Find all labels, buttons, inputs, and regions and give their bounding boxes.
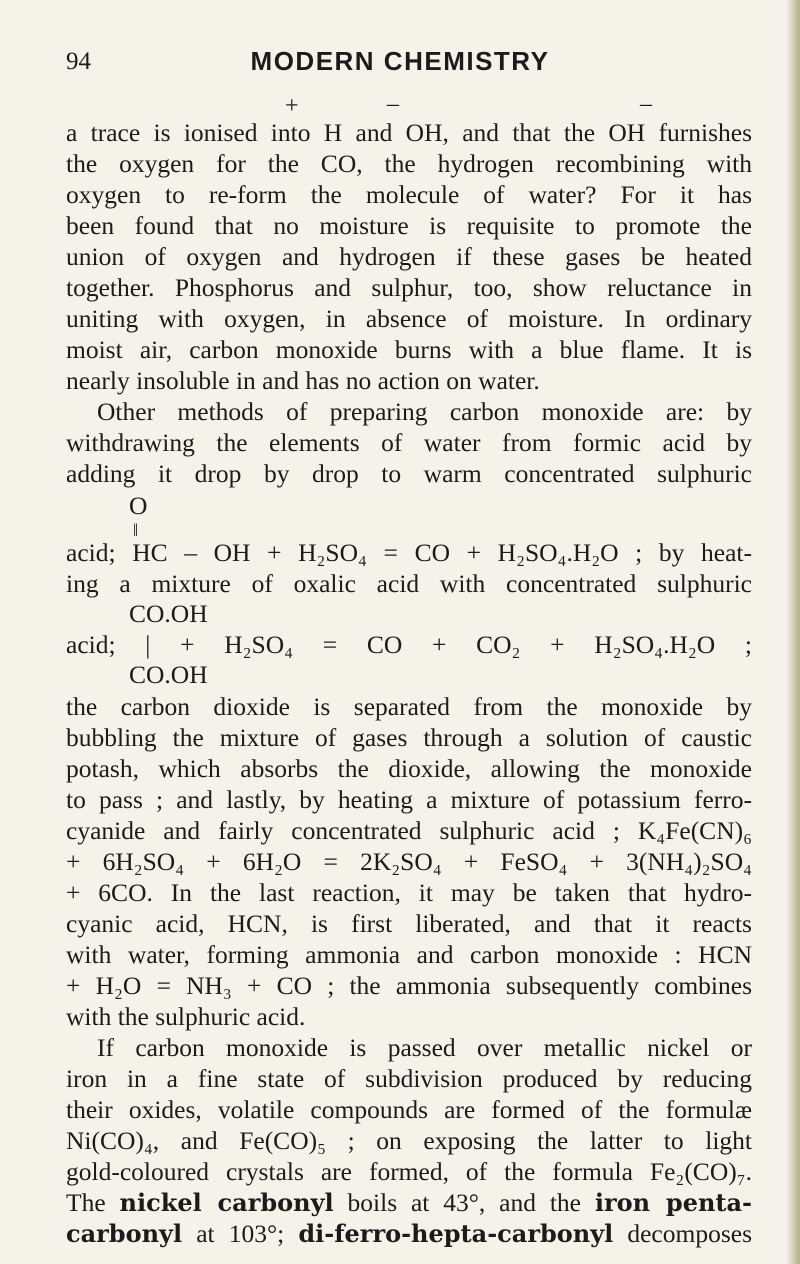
text-line: together. Phosphorus and sulphur, too, show reluctance in: [66, 273, 752, 302]
page-header: [0, 44, 800, 84]
ion-minus-mark: –: [640, 91, 652, 117]
formula-line: acid; | + H₂SO₄ = CO + CO₂ + H₂SO₄.H₂O ;: [66, 630, 752, 659]
page-number: 94: [66, 48, 91, 75]
text-line: with water, forming ammonia and carbon monoxide : HCN: [66, 940, 752, 969]
text-line: ing a mixture of oxalic acid with concentrated sulphuric: [66, 569, 752, 598]
text-line: bubbling the mixture of gases through a solution of caustic: [66, 723, 752, 752]
text-line: the oxygen for the CO, the hydrogen recombining with: [66, 149, 752, 178]
text-line: union of oxygen and hydrogen if these gases be heated: [66, 242, 752, 271]
formula-line: acid; HC – OH + H₂SO₄ = CO + H₂SO₄.H₂O ; by heat-: [66, 538, 752, 567]
text-line: [66, 1188, 752, 1218]
text-line: + H₂O = NH₃ + CO ; the ammonia subsequently combines: [66, 971, 752, 1000]
page-edge-shadow: [786, 0, 800, 1264]
bold-term-nickel-carbonyl: nickel carbonyl: [119, 1188, 334, 1217]
text-line: + 6CO. In the last reaction, it may be taken that hydro-: [66, 878, 752, 907]
ion-plus-mark: +: [285, 93, 299, 119]
text-line: been found that no moisture is requisite to promote the: [66, 211, 752, 240]
text-span: decomposes: [613, 1219, 752, 1248]
text-span: The: [66, 1188, 120, 1217]
formula-double-bond: ‖: [133, 520, 139, 540]
text-line: potash, which absorbs the dioxide, allowing the monoxide: [66, 754, 752, 783]
text-line: nearly insoluble in and has no action on water.: [66, 366, 540, 395]
text-line: a trace is ionised into H and OH, and that the OH furnishes: [66, 118, 752, 147]
text-line: oxygen to re-form the molecule of water? For it has: [66, 180, 752, 209]
text-line: uniting with oxygen, in absence of moisture. In ordinary: [66, 304, 752, 333]
bold-term-carbonyl: carbonyl: [66, 1219, 183, 1248]
text-line: cyanide and fairly concentrated sulphuric acid ; K₄Fe(CN)₆: [66, 816, 752, 845]
text-line: adding it drop by drop to warm concentrated sulphuric: [66, 459, 752, 488]
text-line: cyanic acid, HCN, is first liberated, and that it reacts: [66, 909, 752, 938]
running-head: MODERN CHEMISTRY: [250, 46, 550, 76]
formula-line: + 6H₂SO₄ + 6H₂O = 2K₂SO₄ + FeSO₄ + 3(NH₄)₂SO₄: [66, 847, 752, 876]
text-line: their oxides, volatile compounds are formed of the formulæ: [66, 1095, 752, 1124]
text-line: iron in a fine state of subdivision produced by reducing: [66, 1064, 752, 1093]
text-span: at 103°;: [182, 1219, 299, 1248]
text-span: boils at 43°, and the: [333, 1188, 595, 1217]
text-line: If carbon monoxide is passed over metallic nickel or: [97, 1033, 752, 1062]
text-line: Other methods of preparing carbon monoxide are: by: [97, 397, 752, 426]
bold-term-iron-pentacarbonyl: iron penta-: [594, 1188, 753, 1217]
formula-oxygen-atom: O: [129, 491, 148, 520]
text-line: to pass ; and lastly, by heating a mixture of potassium ferro-: [66, 785, 752, 814]
bold-term-di-ferro-hepta-carbonyl: di-ferro-hepta-carbonyl: [298, 1219, 614, 1248]
text-line: gold-coloured crystals are formed, of the formula Fe₂(CO)₇.: [66, 1157, 752, 1186]
ion-minus-mark: –: [387, 91, 399, 117]
text-line: withdrawing the elements of water from formic acid by: [66, 428, 752, 457]
text-line: moist air, carbon monoxide burns with a blue flame. It is: [66, 335, 752, 364]
formula-oxalic-top: CO.OH: [129, 599, 208, 628]
formula-oxalic-bottom: CO.OH: [129, 660, 208, 689]
text-line: [66, 1219, 752, 1249]
text-line: the carbon dioxide is separated from the monoxide by: [66, 692, 752, 721]
formula-line: Ni(CO)₄, and Fe(CO)₅ ; on exposing the latter to light: [66, 1126, 752, 1155]
text-line: with the sulphuric acid.: [66, 1002, 306, 1031]
